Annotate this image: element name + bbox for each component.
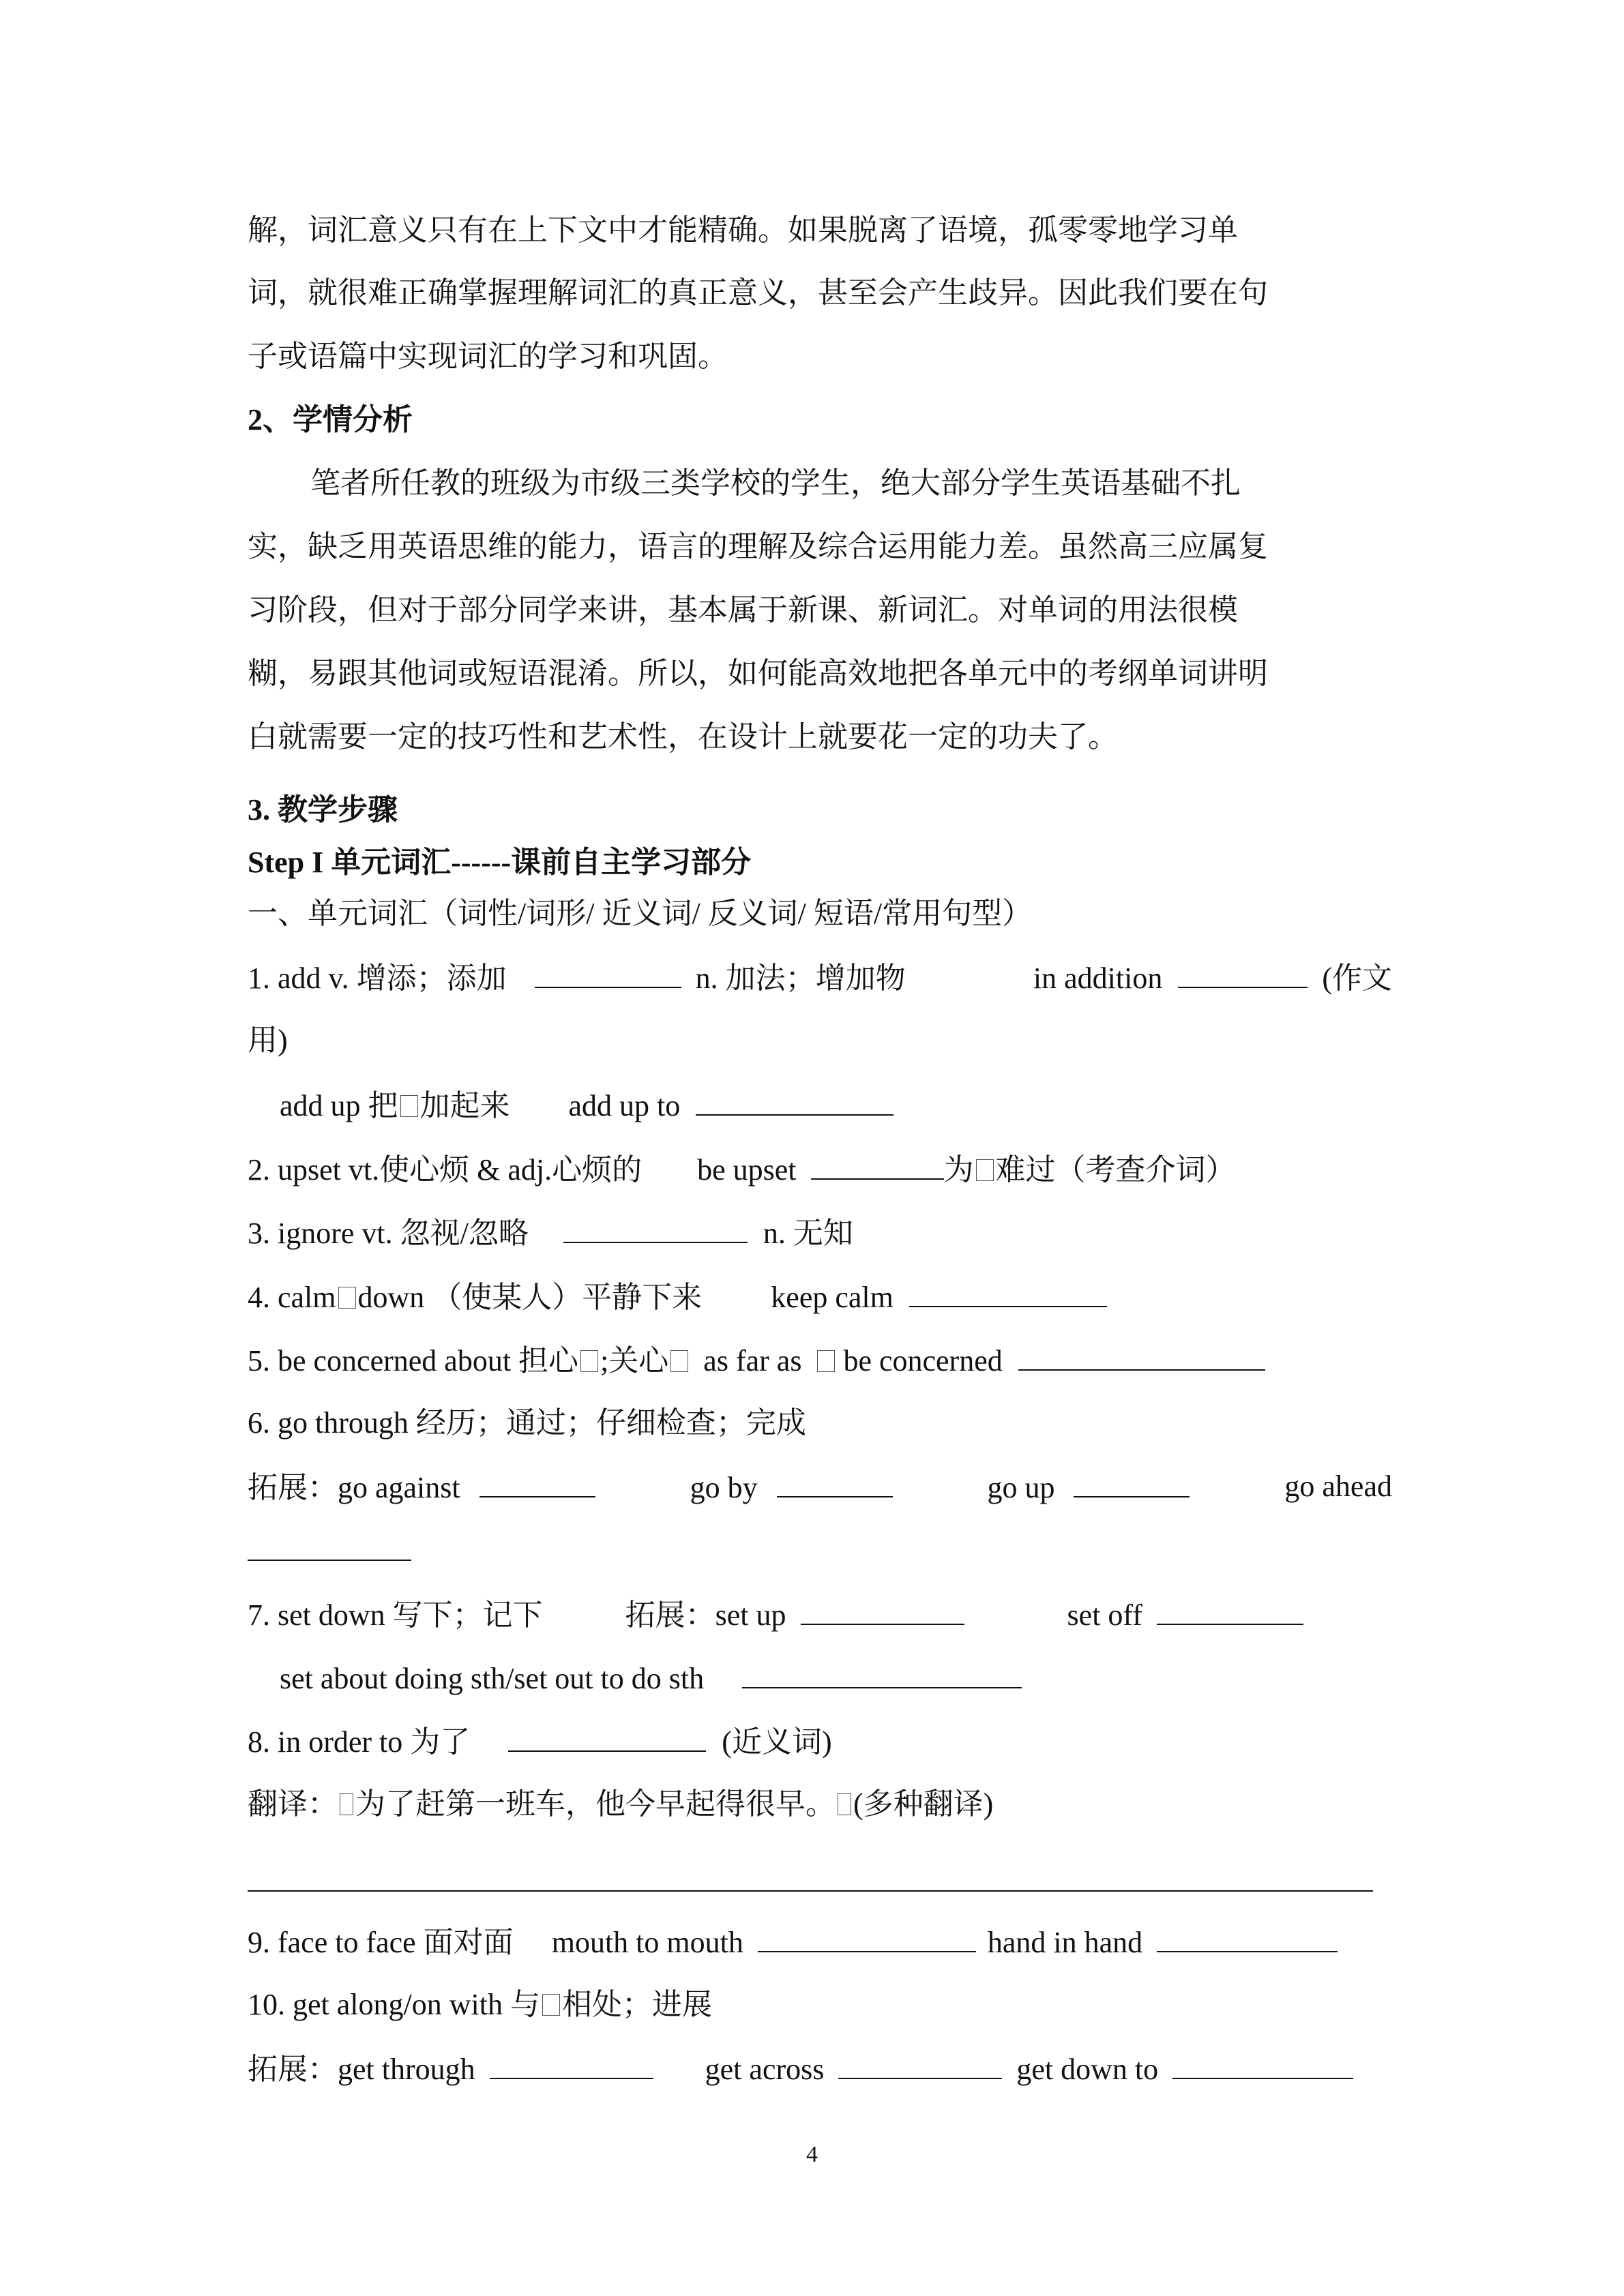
vocab-item-7 [248,1594,1392,1635]
item-text: mouth to mouth [551,1926,743,1959]
missing-glyph-box [340,1793,353,1815]
vocab-item-1-sub [280,1084,1392,1125]
item-text: 2. upset vt.使心烦 & adj.心烦的 [248,1153,643,1187]
answer-blank[interactable] [563,1212,748,1243]
item-text: be concerned [843,1344,1003,1377]
item-text: be upset [697,1153,797,1187]
answer-blank[interactable] [1074,1466,1190,1497]
answer-blank[interactable] [1157,1594,1303,1625]
item-text: down （使某人）平静下来 [357,1281,703,1314]
item-text: 拓展：get through [248,2053,475,2086]
answer-blank[interactable] [1018,1339,1265,1371]
analysis-line-2: 实，缺乏用英语思维的能力，语言的理解及综合运用能力差。虽然高三应属复 [248,530,1268,563]
item-text: add up to [568,1089,681,1122]
answer-blank[interactable] [535,957,681,988]
item-text: set about doing sth/set out to do sth [280,1662,705,1695]
answer-blank[interactable] [248,1530,411,1561]
item-text: 难过（考查介词） [995,1153,1236,1187]
analysis-line-1: 笔者所任教的班级为市级三类学校的学生，绝大部分学生英语基础不扎 [310,466,1241,500]
vocab-item-7-sub [280,1657,1392,1698]
item-text: 加起来 [419,1089,510,1122]
item-text: as far as [703,1344,802,1377]
item-text: set off [1067,1598,1142,1632]
step-heading: Step I 单元词汇------课前自主学习部分 [248,846,752,879]
answer-blank[interactable] [811,1148,944,1180]
item-text: go up [987,1471,1055,1504]
vocab-subheading: 一、单元词汇（词性/词形/ 近义词/ 反义词/ 短语/常用句型） [248,897,1033,930]
analysis-line-4: 糊，易跟其他词或短语混淆。所以，如何能高效地把各单元中的考纲单词讲明 [248,657,1268,690]
item-text: 1. add v. 增添；添加 [248,961,507,995]
vocab-item-4 [248,1276,1392,1317]
item-text: 7. set down 写下；记下 [248,1598,543,1632]
vocab-item-5 [248,1339,1392,1380]
answer-blank[interactable] [742,1657,1022,1688]
item-text: n. 加法；增加物 [695,961,906,995]
vocab-item-10-extension [248,2048,1392,2089]
section-heading-analysis: 2、学情分析 [248,403,413,436]
answer-blank[interactable] [479,1466,595,1497]
item-text: 相处；进展 [561,1988,712,2021]
vocab-item-8-translate [248,1784,1392,1825]
item-text: n. 无知 [763,1217,853,1250]
intro-line-1: 解，词汇意义只有在上下文中才能精确。如果脱离了语境，孤零零地学习单 [248,213,1238,247]
item-text: 拓展：set up [625,1598,786,1632]
vocab-item-3 [248,1212,1392,1253]
answer-blank[interactable] [696,1084,894,1116]
vocab-item-10 [248,1984,1392,2025]
answer-blank[interactable] [758,1921,976,1952]
page-number: 4 [806,2142,818,2167]
section-heading-steps: 3. 教学步骤 [248,793,398,826]
missing-glyph-box [976,1159,994,1181]
item-text: 为 [943,1153,974,1187]
item-text: (近义词) [722,1725,832,1759]
answer-blank[interactable] [838,2048,1002,2079]
item-text: add up 把 [280,1089,398,1122]
item-text: 翻译： [248,1787,338,1821]
vocab-item-6: 6. go through 经历；通过；仔细检查；完成 [248,1406,806,1440]
item-text: 8. in order to 为了 [248,1725,471,1759]
answer-blank[interactable] [1172,2048,1353,2079]
item-text: 9. face to face 面对面 [248,1926,514,1959]
item-text: 为了赶第一班车，他今早起得很早。 [355,1787,836,1821]
missing-glyph-box [670,1350,688,1372]
missing-glyph-box [400,1095,418,1117]
missing-glyph-box [817,1350,835,1372]
vocab-item-2 [248,1148,1392,1189]
item-text: ;关心 [600,1344,669,1377]
item-text: 3. ignore vt. 忽视/忽略 [248,1217,529,1250]
answer-blank[interactable] [1178,957,1308,988]
missing-glyph-box [338,1287,356,1309]
item-text: get across [705,2053,825,2086]
answer-blank[interactable] [508,1720,706,1752]
answer-blank[interactable] [777,1466,893,1497]
vocab-item-6-wrap [248,1530,1392,1570]
missing-glyph-box [542,1994,560,2016]
item-text: 拓展：go against [248,1471,460,1504]
item-text: go ahead [1284,1470,1392,1503]
vocab-item-6-extension [248,1466,1392,1507]
intro-line-3: 子或语篇中实现词汇的学习和巩固。 [248,340,728,373]
vocab-item-1-wrap: 用) [248,1024,288,1057]
analysis-line-3: 习阶段，但对于部分同学来讲，基本属于新课、新词汇。对单词的用法很模 [248,593,1238,627]
item-text: hand in hand [987,1926,1143,1959]
item-text: (作文 [1322,961,1392,995]
item-text: 5. be concerned about 担心 [248,1344,579,1377]
analysis-line-5: 白就需要一定的技巧性和艺术性，在设计上就要花一定的功夫了。 [248,720,1118,754]
missing-glyph-box [838,1793,851,1815]
translation-answer-line[interactable] [248,1890,1373,1892]
answer-blank[interactable] [490,2048,653,2079]
item-text: (多种翻译) [853,1787,994,1821]
answer-blank[interactable] [1157,1921,1338,1952]
item-text: go by [690,1471,758,1504]
intro-line-2: 词，就很难正确掌握理解词汇的真正意义，甚至会产生歧异。因此我们要在句 [248,276,1268,310]
missing-glyph-box [580,1350,598,1372]
item-text: 4. calm [248,1281,336,1314]
vocab-item-1 [248,957,1392,998]
vocab-item-9 [248,1921,1392,1962]
answer-blank[interactable] [909,1276,1107,1307]
item-text: keep calm [771,1281,894,1314]
item-text: get down to [1016,2053,1159,2086]
item-text: in addition [1033,961,1163,995]
vocab-item-8 [248,1720,1392,1761]
item-text: 10. get along/on with 与 [248,1988,540,2021]
answer-blank[interactable] [801,1594,964,1625]
